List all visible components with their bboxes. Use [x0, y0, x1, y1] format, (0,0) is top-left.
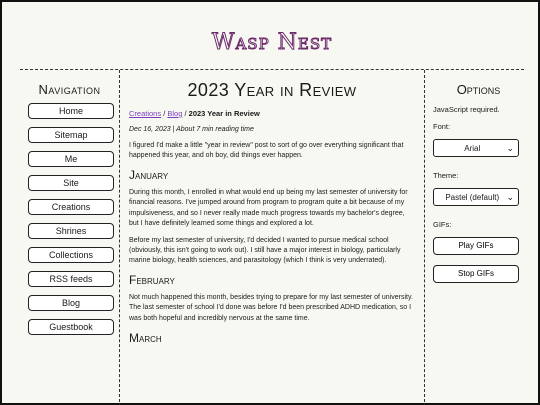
font-label: Font: [433, 122, 451, 131]
breadcrumb-creations[interactable]: Creations [129, 109, 162, 118]
font-select[interactable] [433, 139, 519, 157]
post-meta: Dec 16, 2023 | About 7 min reading time [129, 126, 254, 133]
nav-shrines[interactable]: Shrines [28, 223, 114, 239]
nav-me[interactable]: Me [28, 151, 114, 167]
stop-gifs-button[interactable]: Stop GIFs [433, 265, 519, 283]
main-content [121, 70, 423, 405]
chevron-down-icon: ⌄ [506, 142, 514, 153]
nav-rss-feeds[interactable]: RSS feeds [28, 271, 114, 287]
breadcrumb-separator: / [161, 109, 168, 118]
intro-paragraph: I figured I'd make a little "year in review" post to sort of go over everything significant that happened this year, and oh boy, did things ever happen. [129, 142, 404, 160]
january-paragraph-2: Before my last semester of university, I'd decided I wanted to pursue medical school (obviously, this isn't going to work out). I still have a major interest in biology, particularly marine biology, health sciences, and parasitology (which I think is very underrated). [129, 236, 401, 265]
gifs-label: GIFs: [433, 220, 452, 229]
nav-creations[interactable]: Creations [28, 199, 114, 215]
site-header [20, 16, 524, 70]
breadcrumb-current: 2023 Year in Review [188, 109, 260, 118]
page-title: 2023 Year in Review [187, 80, 357, 100]
options-title: Options [456, 82, 501, 97]
js-required-note: JavaScript required. [433, 105, 500, 114]
chevron-down-icon: ⌄ [506, 191, 514, 202]
february-paragraph-1: Not much happened this month, besides trying to prepare for my last semester of university. The last semester of school I'd done was before I'd been prescribed ADHD medication, so I was both hopeful and incredibly nervous at the same time. [129, 294, 413, 322]
breadcrumb-separator: / [182, 109, 189, 118]
navigation-title: Navigation [38, 82, 101, 97]
theme-select-value: Pastel (default) [445, 192, 500, 202]
font-select-value: Arial [464, 143, 481, 153]
nav-collections[interactable]: Collections [28, 247, 114, 263]
site-logo[interactable]: Wasp Nest [211, 30, 333, 55]
navigation-sidebar [20, 70, 120, 405]
nav-site[interactable]: Site [28, 175, 114, 191]
theme-select[interactable] [433, 188, 519, 206]
nav-guestbook[interactable]: Guestbook [28, 319, 114, 335]
options-sidebar [424, 70, 524, 405]
theme-label: Theme: [433, 171, 459, 180]
breadcrumb [129, 109, 415, 118]
nav-home[interactable]: Home [28, 103, 114, 119]
section-heading-march: March [129, 330, 162, 345]
breadcrumb-blog[interactable]: Blog [167, 109, 183, 118]
section-heading-february: February [129, 273, 175, 288]
january-paragraph-1: During this month, I enrolled in what would end up being my last semester of university for financial reasons. I've jumped around from program to program quite a bit because of my impulsiveness, and so I never really made much progress towards my bachelor's degree, but I have definitely learned some things and explored a lot. [129, 189, 408, 227]
nav-sitemap[interactable]: Sitemap [28, 127, 114, 143]
play-gifs-button[interactable]: Play GIFs [433, 237, 519, 255]
nav-blog[interactable]: Blog [28, 295, 114, 311]
section-heading-january: January [129, 168, 169, 183]
